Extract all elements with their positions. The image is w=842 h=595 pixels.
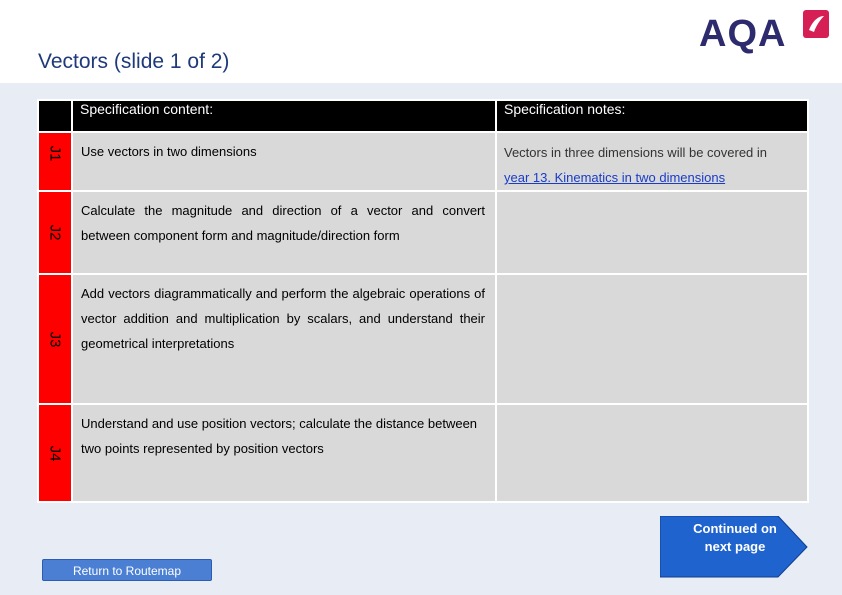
row-id-cell — [38, 132, 72, 191]
row-content-cell — [72, 404, 496, 502]
row-notes-cell — [496, 274, 808, 404]
row-notes-cell — [496, 191, 808, 274]
logo-mark-icon — [803, 10, 829, 38]
header-id-cell — [38, 100, 72, 132]
specification-table — [37, 99, 809, 503]
row-notes — [497, 133, 807, 190]
row-id-cell — [38, 191, 72, 274]
table-row — [38, 191, 808, 274]
row-notes — [497, 275, 807, 282]
row-id-cell — [38, 274, 72, 404]
continued-label: Continued on next page — [693, 521, 777, 554]
row-content: Use vectors in two dimensions — [81, 144, 257, 159]
table-row — [38, 274, 808, 404]
table-row — [38, 404, 808, 502]
row-id: J3 — [46, 331, 64, 348]
row-id: J1 — [46, 145, 64, 162]
row-notes-text: Vectors in three dimensions will be covered in — [504, 145, 768, 160]
row-notes — [497, 405, 807, 412]
table-header-row — [38, 100, 808, 132]
return-to-routemap-button[interactable]: Return to Routemap — [42, 559, 212, 581]
slide-title: Vectors (slide 1 of 2) — [38, 50, 230, 73]
kinematics-link[interactable]: year 13. Kinematics in two dimensions — [504, 170, 726, 185]
row-id: J4 — [46, 445, 64, 462]
row-content: Understand and use position vectors; calculate the distance between two points represented by position vectors — [81, 416, 478, 456]
row-content-cell — [72, 132, 496, 191]
header-content-label: Specification content: — [72, 100, 496, 132]
row-notes-cell — [496, 404, 808, 502]
row-content-cell — [72, 274, 496, 404]
row-notes — [497, 192, 807, 199]
row-notes-cell — [496, 132, 808, 191]
row-content-cell — [72, 191, 496, 274]
header-notes-label: Specification notes: — [496, 100, 808, 132]
aqa-logo — [699, 8, 834, 58]
logo-text: AQA — [699, 13, 787, 55]
row-content: Calculate the magnitude and direction of a vector and convert between component form and magnitude/direction form — [81, 203, 485, 243]
continued-next-page-button[interactable] — [660, 516, 808, 578]
table-row — [38, 132, 808, 191]
row-id: J2 — [46, 224, 64, 241]
row-content: Add vectors diagrammatically and perform the algebraic operations of vector addition and multiplication by scalars, and understand their geometrical interpretations — [81, 286, 485, 351]
row-id-cell — [38, 404, 72, 502]
